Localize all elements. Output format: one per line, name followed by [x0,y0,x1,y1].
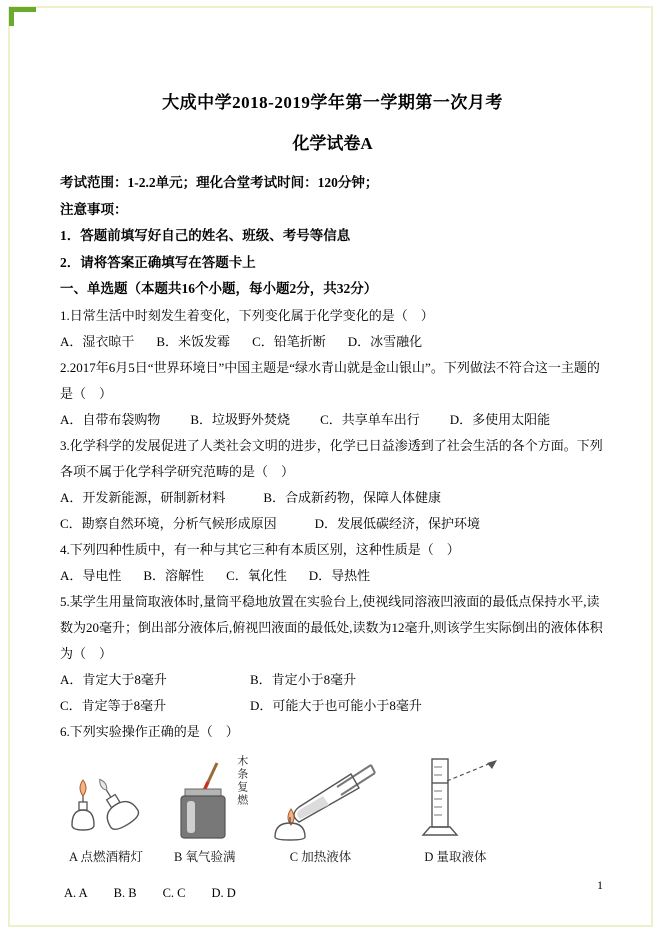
figure-d-caption: D 量取液体 [424,849,487,864]
q4-option-b: B．溶解性 [143,567,205,583]
q1-option-c: C．铅笔折断 [252,333,326,349]
q4-option-d: D．导热性 [308,567,371,583]
question-3-options-row-2 [60,511,605,537]
q2-option-c: C．共享单车出行 [320,411,420,427]
q1-option-b: B．米饭发霉 [156,333,231,349]
graduated-cylinder-icon [405,753,505,841]
q3-option-a: A．开发新能源，研制新材料 [60,489,226,505]
figure-c-caption: C 加热液体 [289,849,352,864]
figure-b-caption: B 氧气验满 [174,849,236,864]
q6-option-d: D. D [211,885,236,900]
q6-option-a: A. A [64,885,88,900]
q3-option-b: B．合成新药物，保障人体健康 [263,489,442,505]
q3-option-c: C．勘察自然环境，分析气候形成原因 [60,515,277,531]
heating-test-tube-icon [261,759,379,841]
q1-option-d: D．冰雪融化 [347,333,423,349]
q1-option-a: A．湿衣晾干 [60,333,135,349]
question-5-options-row-1 [60,667,605,693]
q2-option-b: B．垃圾野外焚烧 [190,411,291,427]
question-1-stem: 1.日常生活中时刻发生着变化，下列变化属于化学变化的是（ ） [60,307,434,323]
alcohol-lamp-lighting-icon [64,765,148,841]
q5-option-a: A．肯定大于8毫升 [60,671,167,687]
figure-c [261,759,379,865]
question-5-options-row-2 [60,693,605,719]
figure-d [405,753,505,865]
oxygen-test-bottle-icon [176,759,234,841]
q6-option-c: C. C [162,885,186,900]
question-4-stem: 4.下列四种性质中，有一种与其它三种有本质区别，这种性质是（ ） [60,541,460,557]
q5-option-c: C．肯定等于8毫升 [60,697,167,713]
q5-option-b: B．肯定小于8毫升 [250,671,357,687]
question-6-stem: 6.下列实验操作正确的是（ ） [60,723,239,739]
q5-option-d: D．可能大于也可能小于8毫升 [250,697,422,713]
exam-subtitle: 化学试卷A [292,134,373,153]
question-3-options-row-1 [60,485,605,511]
exam-scope: 考试范围：1-2.2单元；理化合堂考试时间：120分钟； [60,175,379,190]
page-number: 1 [597,878,603,892]
question-4-options [60,563,605,589]
figure-b [174,754,248,865]
notice-item-2: 2．请将答案正确填写在答题卡上 [60,254,256,270]
page-corner-accent [9,7,36,26]
figure-a [64,765,148,865]
q6-option-b: B. B [113,885,137,900]
exam-document [60,88,605,905]
q3-option-d: D．发展低碳经济，保护环境 [314,515,481,531]
q4-option-a: A．导电性 [60,567,122,583]
question-3-stem: 3.化学科学的发展促进了人类社会文明的进步，化学已日益渗透到了社会生活的各个方面。下列各项不属于化学科学研究范畴的是（ ） [60,437,603,479]
question-1-options [60,329,605,355]
figure-b-side-label: 木条复燃 [235,754,248,807]
q4-option-c: C．氧化性 [226,567,287,583]
question-5-stem: 5.某学生用量筒取液体时,量筒平稳地放置在实验台上,使视线同溶液凹液面的最低点保持水平,读数为20毫升；倒出部分液体后,俯视凹液面的最低处,读数为12毫升,则该学生实际倒出的液体体积为（ ） [60,593,603,661]
question-2-stem: 2.2017年6月5日“世界环境日”中国主题是“绿水青山就是金山银山”。下列做法不符合这一主题的是（ ） [60,359,600,401]
question-6-options [64,881,605,905]
exam-title: 大成中学2018-2019学年第一学期第一次月考 [162,93,503,112]
question-6-figures [64,753,605,865]
question-2-options [60,407,605,433]
notice-item-1: 1．答题前填写好自己的姓名、班级、考号等信息 [60,228,351,243]
q2-option-d: D．多使用太阳能 [449,411,551,427]
section-title: 一、单选题（本题共16个小题，每小题2分，共32分） [60,281,378,296]
q2-option-a: A．自带布袋购物 [60,411,161,427]
notice-title: 注意事项： [60,201,128,217]
figure-a-caption: A 点燃酒精灯 [69,849,143,864]
